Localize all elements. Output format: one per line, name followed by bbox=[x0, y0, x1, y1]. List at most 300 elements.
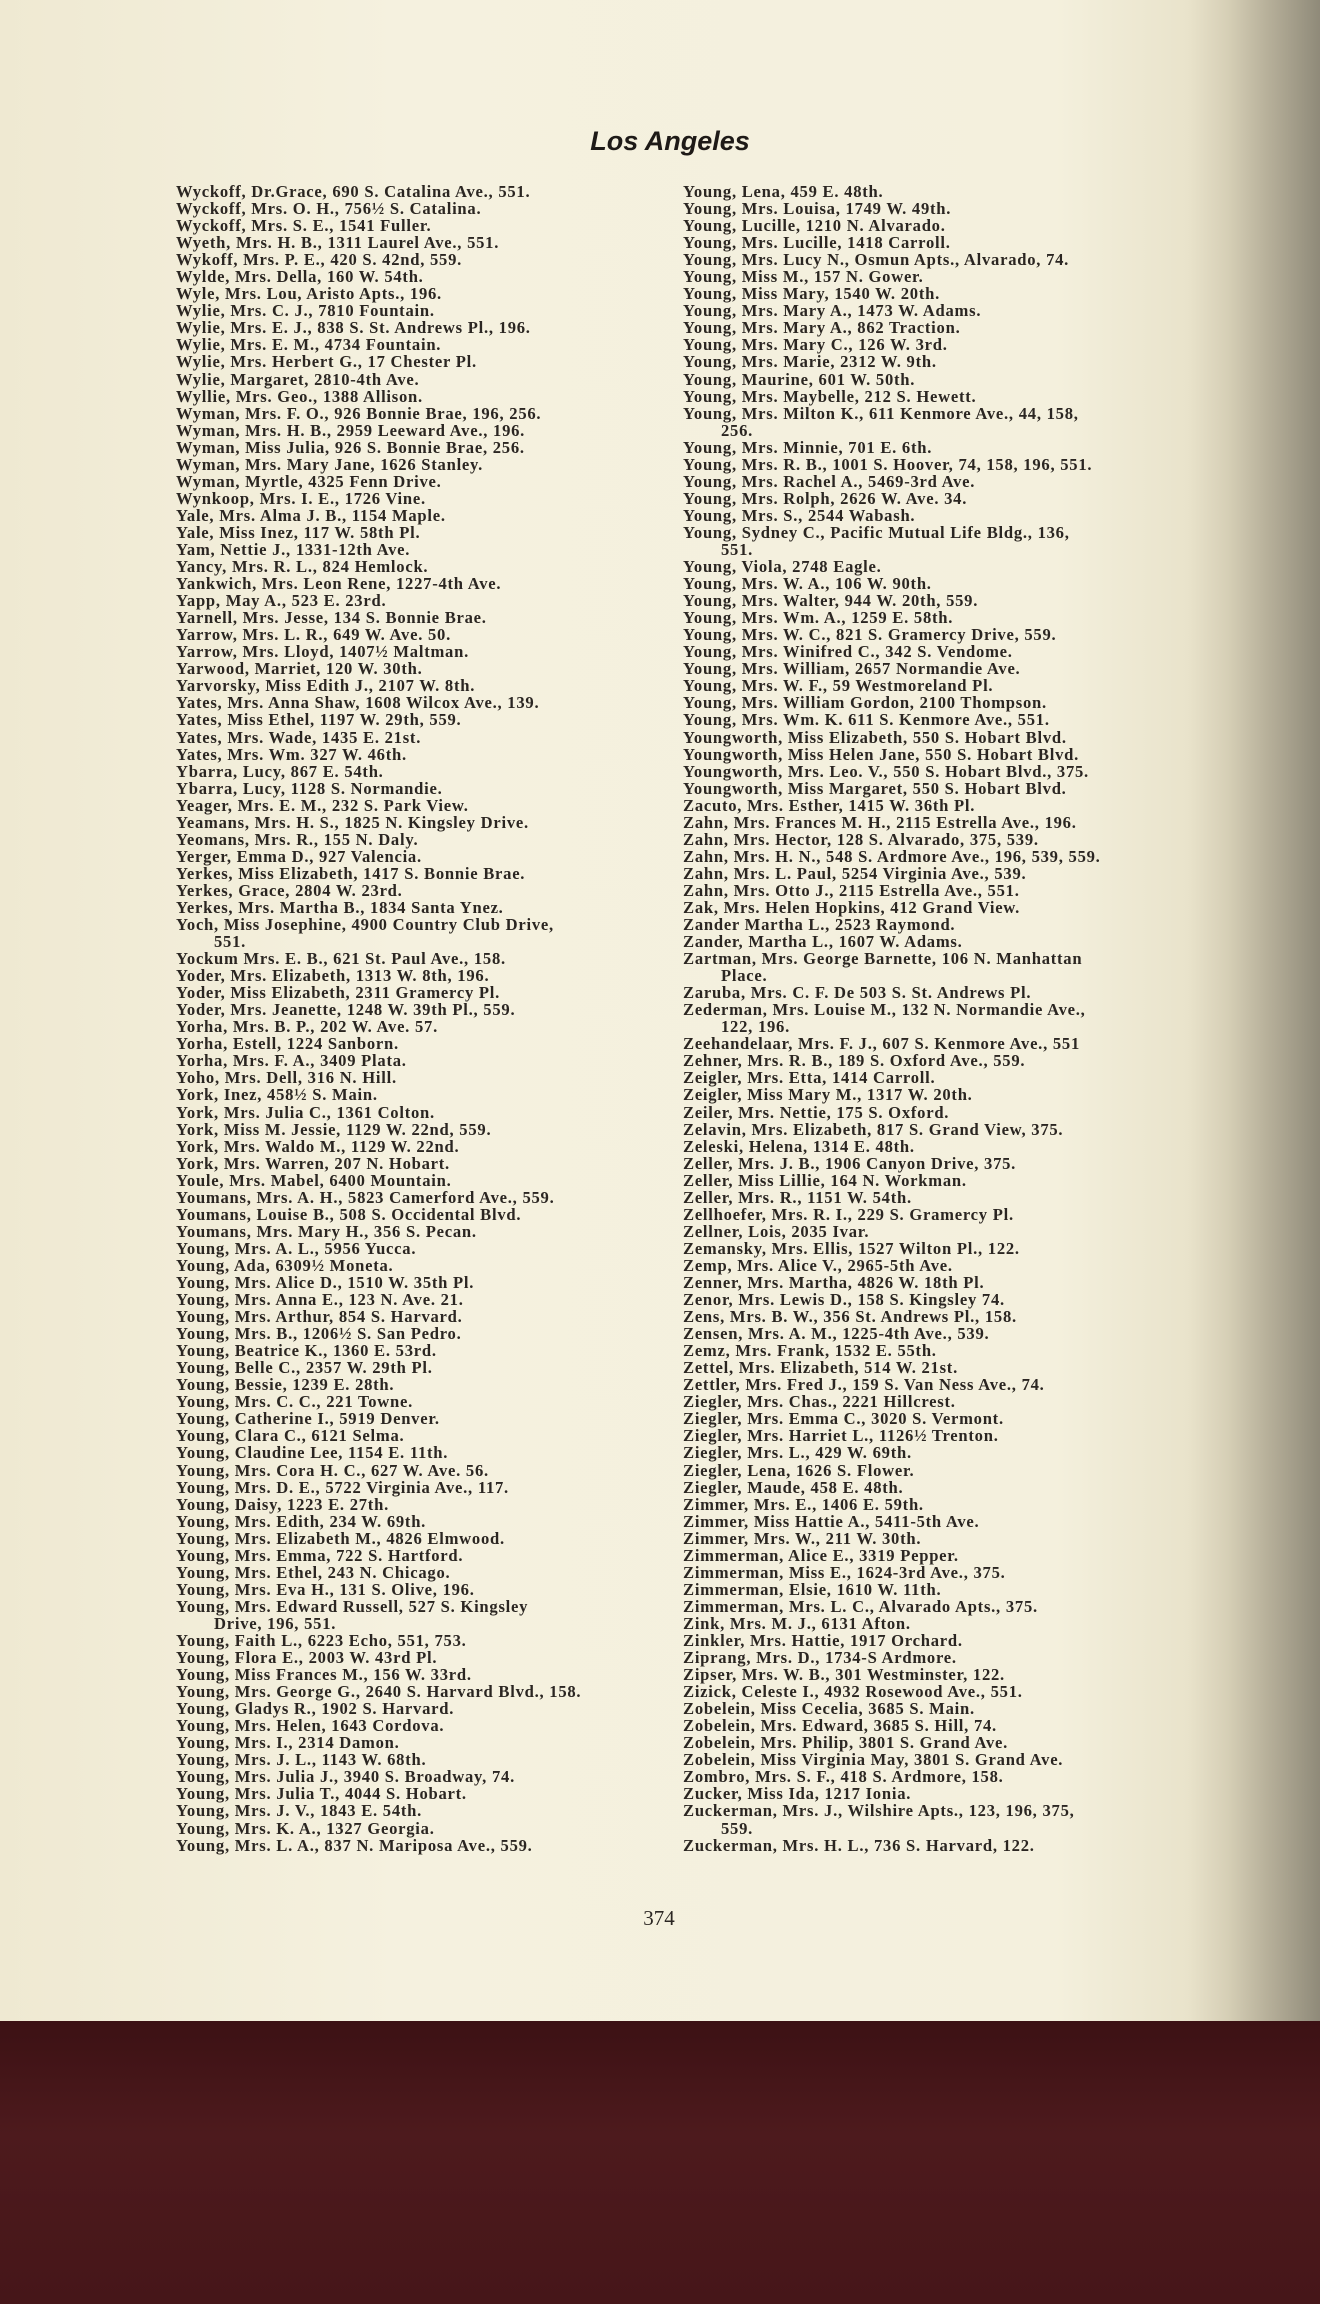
entry-line: Wyman, Mrs. H. B., 2959 Leeward Ave., 196. bbox=[176, 420, 526, 440]
entry-line: Zelavin, Mrs. Elizabeth, 817 S. Grand View, 375. bbox=[683, 1119, 1064, 1139]
entry-line: Zeller, Miss Lillie, 164 N. Workman. bbox=[683, 1170, 967, 1190]
entry-line: Zobelein, Mrs. Philip, 3801 S. Grand Ave. bbox=[683, 1733, 1009, 1753]
directory-entry bbox=[683, 780, 1243, 797]
directory-entry bbox=[176, 1035, 656, 1052]
directory-entry bbox=[683, 319, 1243, 336]
entry-line: Zizick, Celeste I., 4932 Rosewood Ave., 551. bbox=[683, 1682, 1023, 1702]
entry-line: Ybarra, Lucy, 1128 S. Normandie. bbox=[176, 778, 443, 798]
directory-entry bbox=[683, 473, 1243, 490]
entry-line: Zak, Mrs. Helen Hopkins, 412 Grand View. bbox=[683, 897, 1021, 917]
entry-line: Young, Catherine I., 5919 Denver. bbox=[176, 1409, 440, 1429]
directory-entry bbox=[176, 336, 656, 353]
right-column bbox=[683, 183, 1243, 1854]
entry-line: Zimmer, Mrs. E., 1406 E. 59th. bbox=[683, 1494, 924, 1514]
entry-line: Young, Mrs. Winifred C., 342 S. Vendome. bbox=[683, 642, 1013, 662]
entry-line: Yoder, Mrs. Jeanette, 1248 W. 39th Pl., 559. bbox=[176, 1000, 516, 1020]
entry-line: Young, Mrs. Lucille, 1418 Carroll. bbox=[683, 233, 951, 253]
directory-entry bbox=[683, 1291, 1243, 1308]
entry-line: Youle, Mrs. Mabel, 6400 Mountain. bbox=[176, 1170, 452, 1190]
directory-entry bbox=[176, 1223, 656, 1240]
left-column bbox=[176, 183, 656, 1854]
entry-line: Yates, Mrs. Wade, 1435 E. 21st. bbox=[176, 727, 422, 747]
entry-line: Young, Mrs. Alice D., 1510 W. 35th Pl. bbox=[176, 1273, 475, 1292]
entry-line: Young, Mrs. Elizabeth M., 4826 Elmwood. bbox=[176, 1528, 505, 1548]
entry-continuation-line: Drive, 196, 551. bbox=[214, 1613, 337, 1633]
entry-line: Zahn, Mrs. H. N., 548 S. Ardmore Ave., 196, 539, 559. bbox=[683, 846, 1101, 866]
entry-line: Zobelein, Mrs. Edward, 3685 S. Hill, 74. bbox=[683, 1716, 997, 1736]
directory-entry bbox=[683, 1547, 1243, 1564]
directory-entry bbox=[683, 729, 1243, 746]
directory-entry bbox=[683, 1496, 1243, 1513]
entry-line: Young, Mrs. Ethel, 243 N. Chicago. bbox=[176, 1562, 451, 1582]
entry-line: Wyman, Myrtle, 4325 Fenn Drive. bbox=[176, 471, 442, 491]
entry-line: Wyman, Miss Julia, 926 S. Bonnie Brae, 256. bbox=[176, 437, 525, 457]
directory-entry bbox=[176, 1257, 656, 1274]
directory-entry bbox=[683, 1104, 1243, 1121]
entry-line: Young, Mrs. Milton K., 611 Kenmore Ave., 44, 158, bbox=[683, 403, 1079, 423]
directory-entry bbox=[176, 251, 656, 268]
directory-entry bbox=[683, 746, 1243, 763]
entry-line: Wylie, Mrs. C. J., 7810 Fountain. bbox=[176, 301, 435, 321]
entry-line: Zeller, Mrs. J. B., 1906 Canyon Drive, 375. bbox=[683, 1153, 1017, 1173]
book-cover-background bbox=[0, 2021, 1320, 2304]
entry-line: Zahn, Mrs. L. Paul, 5254 Virginia Ave., 539. bbox=[683, 863, 1027, 883]
entry-line: York, Mrs. Warren, 207 N. Hobart. bbox=[176, 1153, 450, 1173]
entry-line: Zettler, Mrs. Fred J., 159 S. Van Ness Ave., 74. bbox=[683, 1375, 1045, 1395]
entry-line: Young, Mrs. Emma, 722 S. Hartford. bbox=[176, 1545, 464, 1565]
entry-line: Youngworth, Miss Helen Jane, 550 S. Hobart Blvd. bbox=[683, 744, 1080, 764]
directory-entry bbox=[683, 439, 1243, 456]
entry-line: Ziegler, Mrs. Chas., 2221 Hillcrest. bbox=[683, 1392, 956, 1412]
directory-entry bbox=[176, 848, 656, 865]
directory-entry bbox=[176, 1581, 656, 1598]
entry-line: Yeager, Mrs. E. M., 232 S. Park View. bbox=[176, 795, 469, 815]
directory-entry bbox=[176, 694, 656, 711]
directory-entry bbox=[683, 1734, 1243, 1751]
entry-line: Zimmerman, Elsie, 1610 W. 11th. bbox=[683, 1579, 942, 1599]
entry-line: Young, Mrs. Mary C., 126 W. 3rd. bbox=[683, 335, 948, 355]
directory-entry bbox=[176, 183, 656, 200]
entry-line: Yale, Miss Inez, 117 W. 58th Pl. bbox=[176, 522, 421, 542]
entry-line: Wylie, Mrs. E. M., 4734 Fountain. bbox=[176, 335, 442, 355]
entry-line: Young, Faith L., 6223 Echo, 551, 753. bbox=[176, 1630, 467, 1650]
entry-line: Zimmer, Mrs. W., 211 W. 30th. bbox=[683, 1528, 922, 1548]
directory-entry bbox=[176, 729, 656, 746]
directory-entry bbox=[176, 1427, 656, 1444]
directory-entry bbox=[176, 1308, 656, 1325]
entry-line: Yoder, Mrs. Elizabeth, 1313 W. 8th, 196. bbox=[176, 966, 490, 986]
directory-entry bbox=[683, 1376, 1243, 1393]
directory-entry bbox=[176, 677, 656, 694]
directory-entry bbox=[683, 1001, 1243, 1035]
directory-entry bbox=[176, 967, 656, 984]
directory-entry bbox=[683, 660, 1243, 677]
entry-line: Ybarra, Lucy, 867 E. 54th. bbox=[176, 761, 384, 781]
directory-entry bbox=[176, 507, 656, 524]
entry-line: Zobelein, Miss Cecelia, 3685 S. Main. bbox=[683, 1699, 975, 1719]
entry-line: Young, Miss Frances M., 156 W. 33rd. bbox=[176, 1665, 472, 1685]
directory-entry bbox=[683, 268, 1243, 285]
entry-line: Young, Mrs. Eva H., 131 S. Olive, 196. bbox=[176, 1579, 475, 1599]
entry-line: Young, Mrs. Louisa, 1749 W. 49th. bbox=[683, 199, 952, 219]
directory-entry bbox=[683, 609, 1243, 626]
entry-line: Youmans, Mrs. Mary H., 356 S. Pecan. bbox=[176, 1221, 477, 1241]
directory-entry bbox=[176, 984, 656, 1001]
entry-line: Yockum Mrs. E. B., 621 St. Paul Ave., 158. bbox=[176, 949, 506, 969]
directory-entry bbox=[176, 1513, 656, 1530]
directory-entry bbox=[683, 848, 1243, 865]
directory-entry bbox=[683, 1768, 1243, 1785]
directory-entry bbox=[176, 1632, 656, 1649]
directory-entry bbox=[176, 1410, 656, 1427]
entry-line: Zeigler, Mrs. Etta, 1414 Carroll. bbox=[683, 1068, 936, 1088]
entry-line: Young, Lena, 459 E. 48th. bbox=[683, 182, 884, 201]
directory-entry bbox=[176, 1700, 656, 1717]
directory-entry bbox=[683, 200, 1243, 217]
entry-line: Young, Mrs. J. L., 1143 W. 68th. bbox=[176, 1750, 427, 1770]
entry-line: Young, Clara C., 6121 Selma. bbox=[176, 1426, 405, 1446]
directory-entry bbox=[683, 1223, 1243, 1240]
entry-line: Young, Mrs. I., 2314 Damon. bbox=[176, 1733, 400, 1753]
directory-entry bbox=[683, 1837, 1243, 1854]
directory-entry bbox=[176, 1001, 656, 1018]
directory-entry bbox=[176, 763, 656, 780]
directory-entry bbox=[683, 1683, 1243, 1700]
directory-entry bbox=[176, 746, 656, 763]
entry-line: Young, Viola, 2748 Eagle. bbox=[683, 557, 882, 577]
entry-line: Young, Mrs. A. L., 5956 Yucca. bbox=[176, 1238, 417, 1258]
entry-line: Ziegler, Lena, 1626 S. Flower. bbox=[683, 1460, 915, 1480]
directory-entry bbox=[176, 797, 656, 814]
directory-entry bbox=[176, 626, 656, 643]
entry-continuation-line: 256. bbox=[721, 420, 754, 440]
directory-entry bbox=[683, 1615, 1243, 1632]
directory-entry bbox=[176, 882, 656, 899]
entry-line: Wylie, Mrs. Herbert G., 17 Chester Pl. bbox=[176, 352, 477, 372]
entry-line: Zellner, Lois, 2035 Ivar. bbox=[683, 1221, 870, 1241]
directory-entry bbox=[176, 1462, 656, 1479]
directory-entry bbox=[176, 1052, 656, 1069]
directory-entry bbox=[176, 1240, 656, 1257]
directory-entry bbox=[176, 1496, 656, 1513]
entry-line: Young, Mrs. Lucy N., Osmun Apts., Alvarado, 74. bbox=[683, 250, 1070, 270]
entry-line: Wyman, Mrs. Mary Jane, 1626 Stanley. bbox=[176, 454, 484, 474]
entry-line: Zobelein, Miss Virginia May, 3801 S. Grand Ave. bbox=[683, 1750, 1064, 1770]
entry-line: Zacuto, Mrs. Esther, 1415 W. 36th Pl. bbox=[683, 795, 976, 815]
directory-entry bbox=[683, 1700, 1243, 1717]
entry-line: Zemansky, Mrs. Ellis, 1527 Wilton Pl., 122. bbox=[683, 1238, 1020, 1258]
directory-entry bbox=[176, 285, 656, 302]
directory-entry bbox=[683, 1530, 1243, 1547]
entry-line: Yates, Miss Ethel, 1197 W. 29th, 559. bbox=[176, 710, 462, 730]
entry-line: Young, Mrs. Arthur, 854 S. Harvard. bbox=[176, 1307, 463, 1327]
directory-entry bbox=[683, 1035, 1243, 1052]
directory-entry bbox=[683, 1513, 1243, 1530]
directory-entry bbox=[176, 1189, 656, 1206]
directory-entry bbox=[176, 831, 656, 848]
entry-line: Zipser, Mrs. W. B., 301 Westminster, 122. bbox=[683, 1665, 1005, 1685]
entry-line: Young, Mrs. William Gordon, 2100 Thompson. bbox=[683, 693, 1047, 713]
entry-line: Zehner, Mrs. R. B., 189 S. Oxford Ave., 559. bbox=[683, 1051, 1026, 1071]
directory-entry bbox=[176, 1069, 656, 1086]
directory-entry bbox=[176, 268, 656, 285]
directory-entry bbox=[176, 439, 656, 456]
directory-entry bbox=[176, 1802, 656, 1819]
entry-line: Wylde, Mrs. Della, 160 W. 54th. bbox=[176, 267, 424, 287]
entry-line: Young, Mrs. W. C., 821 S. Gramercy Drive, 559. bbox=[683, 625, 1057, 645]
entry-line: Zemp, Mrs. Alice V., 2965-5th Ave. bbox=[683, 1255, 953, 1275]
entry-line: Young, Mrs. Rachel A., 5469-3rd Ave. bbox=[683, 471, 976, 491]
entry-line: Zink, Mrs. M. J., 6131 Afton. bbox=[683, 1613, 911, 1633]
directory-entry bbox=[176, 422, 656, 439]
directory-entry bbox=[683, 1069, 1243, 1086]
entry-line: Wykoff, Mrs. P. E., 420 S. 42nd, 559. bbox=[176, 250, 463, 270]
entry-line: York, Mrs. Waldo M., 1129 W. 22nd. bbox=[176, 1136, 460, 1156]
entry-line: Zellhoefer, Mrs. R. I., 229 S. Gramercy Pl. bbox=[683, 1204, 1014, 1224]
directory-entry bbox=[176, 1666, 656, 1683]
directory-entry bbox=[683, 1717, 1243, 1734]
directory-entry bbox=[176, 558, 656, 575]
entry-line: Youngworth, Miss Margaret, 550 S. Hobart Blvd. bbox=[683, 778, 1067, 798]
directory-entry bbox=[683, 1751, 1243, 1768]
entry-line: Wyckoff, Mrs. S. E., 1541 Fuller. bbox=[176, 216, 432, 236]
entry-line: Young, Mrs. Wm. A., 1259 E. 58th. bbox=[683, 608, 954, 628]
directory-entry bbox=[176, 1820, 656, 1837]
entry-line: Zahn, Mrs. Hector, 128 S. Alvarado, 375, 539. bbox=[683, 829, 1039, 849]
directory-entry bbox=[683, 1649, 1243, 1666]
entry-line: Zander, Martha L., 1607 W. Adams. bbox=[683, 932, 963, 952]
entry-line: Zinkler, Mrs. Hattie, 1917 Orchard. bbox=[683, 1630, 963, 1650]
entry-line: Young, Mrs. William, 2657 Normandie Ave. bbox=[683, 659, 1021, 679]
entry-line: Zeleski, Helena, 1314 E. 48th. bbox=[683, 1136, 915, 1156]
directory-entry bbox=[176, 524, 656, 541]
entry-line: Zensen, Mrs. A. M., 1225-4th Ave., 539. bbox=[683, 1324, 990, 1344]
directory-entry bbox=[176, 1444, 656, 1461]
directory-entry bbox=[683, 1257, 1243, 1274]
entry-line: Zahn, Mrs. Frances M. H., 2115 Estrella Ave., 196. bbox=[683, 812, 1077, 832]
directory-entry bbox=[176, 405, 656, 422]
directory-entry bbox=[683, 1240, 1243, 1257]
entry-line: Yates, Mrs. Wm. 327 W. 46th. bbox=[176, 744, 407, 764]
entry-line: Young, Mrs. B., 1206½ S. San Pedro. bbox=[176, 1324, 462, 1344]
directory-entry bbox=[176, 609, 656, 626]
entry-line: Yeomans, Mrs. R., 155 N. Daly. bbox=[176, 829, 419, 849]
entry-line: Young, Mrs. Maybelle, 212 S. Hewett. bbox=[683, 386, 977, 406]
directory-entry bbox=[683, 302, 1243, 319]
directory-entry bbox=[176, 302, 656, 319]
entry-line: Yam, Nettie J., 1331-12th Ave. bbox=[176, 539, 411, 559]
entry-line: Zuckerman, Mrs. H. L., 736 S. Harvard, 122. bbox=[683, 1835, 1035, 1855]
directory-entry bbox=[683, 763, 1243, 780]
entry-line: Youngworth, Mrs. Leo. V., 550 S. Hobart Blvd., 375. bbox=[683, 761, 1089, 781]
entry-line: Yoder, Miss Elizabeth, 2311 Gramercy Pl. bbox=[176, 983, 501, 1003]
entry-line: Young, Mrs. S., 2544 Wabash. bbox=[683, 505, 916, 525]
entry-line: Young, Mrs. Julia T., 4044 S. Hobart. bbox=[176, 1784, 467, 1804]
entry-line: Young, Miss M., 157 N. Gower. bbox=[683, 267, 924, 287]
directory-entry bbox=[683, 933, 1243, 950]
entry-line: Zimmer, Miss Hattie A., 5411-5th Ave. bbox=[683, 1511, 980, 1531]
entry-continuation-line: 551. bbox=[721, 539, 754, 559]
entry-line: Yorha, Mrs. F. A., 3409 Plata. bbox=[176, 1051, 407, 1071]
entry-line: Zettel, Mrs. Elizabeth, 514 W. 21st. bbox=[683, 1358, 958, 1378]
directory-entry bbox=[176, 1359, 656, 1376]
directory-entry bbox=[683, 1564, 1243, 1581]
directory-entry bbox=[176, 371, 656, 388]
directory-entry bbox=[176, 1291, 656, 1308]
directory-entry bbox=[176, 1598, 656, 1632]
directory-entry bbox=[176, 490, 656, 507]
directory-entry bbox=[683, 797, 1243, 814]
entry-line: Young, Gladys R., 1902 S. Harvard. bbox=[176, 1699, 455, 1719]
entry-line: Yerger, Emma D., 927 Valencia. bbox=[176, 846, 422, 866]
directory-entry bbox=[176, 1018, 656, 1035]
entry-line: Wylie, Mrs. E. J., 838 S. St. Andrews Pl., 196. bbox=[176, 318, 531, 338]
directory-entry bbox=[683, 524, 1243, 558]
directory-entry bbox=[176, 1683, 656, 1700]
directory-entry bbox=[176, 1564, 656, 1581]
entry-line: Ziegler, Mrs. Emma C., 3020 S. Vermont. bbox=[683, 1409, 1004, 1429]
entry-line: Zemz, Mrs. Frank, 1532 E. 55th. bbox=[683, 1341, 937, 1361]
directory-entry bbox=[683, 950, 1243, 984]
entry-line: Ziegler, Maude, 458 E. 48th. bbox=[683, 1477, 904, 1497]
entry-line: Yerkes, Miss Elizabeth, 1417 S. Bonnie Brae. bbox=[176, 863, 526, 883]
entry-line: Youmans, Louise B., 508 S. Occidental Blvd. bbox=[176, 1204, 522, 1224]
directory-entry bbox=[176, 200, 656, 217]
entry-line: Young, Mrs. D. E., 5722 Virginia Ave., 117. bbox=[176, 1477, 509, 1497]
directory-entry bbox=[683, 456, 1243, 473]
directory-entry bbox=[683, 1086, 1243, 1103]
directory-entry bbox=[683, 1427, 1243, 1444]
entry-line: Ziegler, Mrs. Harriet L., 1126½ Trenton. bbox=[683, 1426, 999, 1446]
directory-entry bbox=[176, 1086, 656, 1103]
directory-entry bbox=[683, 1598, 1243, 1615]
directory-entry bbox=[683, 1172, 1243, 1189]
directory-entry bbox=[176, 643, 656, 660]
directory-entry bbox=[683, 1189, 1243, 1206]
directory-entry bbox=[683, 916, 1243, 933]
directory-entry bbox=[176, 217, 656, 234]
entry-line: Zenner, Mrs. Martha, 4826 W. 18th Pl. bbox=[683, 1273, 985, 1292]
directory-entry bbox=[683, 592, 1243, 609]
entry-line: Young, Daisy, 1223 E. 27th. bbox=[176, 1494, 389, 1514]
entry-line: Wyeth, Mrs. H. B., 1311 Laurel Ave., 551. bbox=[176, 233, 500, 253]
entry-line: Yeamans, Mrs. H. S., 1825 N. Kingsley Drive. bbox=[176, 812, 529, 832]
directory-entry bbox=[176, 1837, 656, 1854]
entry-line: Young, Mrs. Marie, 2312 W. 9th. bbox=[683, 352, 937, 372]
directory-entry bbox=[683, 1052, 1243, 1069]
directory-entry bbox=[683, 490, 1243, 507]
directory-entry bbox=[683, 1274, 1243, 1291]
entry-line: Zaruba, Mrs. C. F. De 503 S. St. Andrews Pl. bbox=[683, 983, 1032, 1003]
directory-entry bbox=[683, 1206, 1243, 1223]
directory-entry bbox=[683, 1138, 1243, 1155]
directory-entry bbox=[683, 336, 1243, 353]
directory-entry bbox=[176, 865, 656, 882]
directory-entry bbox=[683, 251, 1243, 268]
directory-entry bbox=[683, 285, 1243, 302]
directory-entry bbox=[176, 1325, 656, 1342]
directory-entry bbox=[683, 1785, 1243, 1802]
entry-line: Zimmerman, Alice E., 3319 Pepper. bbox=[683, 1545, 959, 1565]
directory-entry bbox=[683, 234, 1243, 251]
entry-line: Yarrow, Mrs. Lloyd, 1407½ Maltman. bbox=[176, 642, 469, 662]
entry-line: Young, Mrs. L. A., 837 N. Mariposa Ave., 559. bbox=[176, 1835, 533, 1855]
entry-line: Young, Mrs. W. A., 106 W. 90th. bbox=[683, 574, 932, 594]
directory-entry bbox=[176, 1649, 656, 1666]
directory-entry bbox=[176, 1376, 656, 1393]
directory-entry bbox=[176, 950, 656, 967]
entry-line: Young, Mrs. W. F., 59 Westmoreland Pl. bbox=[683, 676, 994, 696]
directory-entry bbox=[683, 1632, 1243, 1649]
directory-entry bbox=[176, 814, 656, 831]
entry-line: Wyle, Mrs. Lou, Aristo Apts., 196. bbox=[176, 284, 442, 304]
entry-line: Zuckerman, Mrs. J., Wilshire Apts., 123, 196, 375, bbox=[683, 1801, 1075, 1821]
entry-line: Yarrow, Mrs. L. R., 649 W. Ave. 50. bbox=[176, 625, 451, 645]
entry-line: Young, Mrs. J. V., 1843 E. 54th. bbox=[176, 1801, 423, 1821]
entry-line: Youmans, Mrs. A. H., 5823 Camerford Ave., 559. bbox=[176, 1187, 555, 1207]
directory-entry bbox=[683, 183, 1243, 200]
entry-line: Young, Miss Mary, 1540 W. 20th. bbox=[683, 284, 940, 304]
entry-line: Young, Mrs. K. A., 1327 Georgia. bbox=[176, 1818, 435, 1838]
entry-line: Young, Mrs. Helen, 1643 Cordova. bbox=[176, 1716, 445, 1736]
directory-entry bbox=[176, 1479, 656, 1496]
directory-entry bbox=[176, 1751, 656, 1768]
entry-line: Zeiler, Mrs. Nettie, 175 S. Oxford. bbox=[683, 1102, 950, 1122]
entry-continuation-line: 551. bbox=[214, 932, 247, 952]
entry-line: Young, Maurine, 601 W. 50th. bbox=[683, 369, 916, 389]
directory-entry bbox=[176, 1393, 656, 1410]
entry-line: Young, Mrs. Wm. K. 611 S. Kenmore Ave., 551. bbox=[683, 710, 1050, 730]
entry-line: Zimmerman, Mrs. L. C., Alvarado Apts., 375. bbox=[683, 1596, 1038, 1616]
directory-entry bbox=[176, 899, 656, 916]
directory-entry bbox=[683, 217, 1243, 234]
entry-line: Zucker, Miss Ida, 1217 Ionia. bbox=[683, 1784, 912, 1804]
entry-line: Young, Mrs. Minnie, 701 E. 6th. bbox=[683, 437, 933, 457]
entry-line: Zahn, Mrs. Otto J., 2115 Estrella Ave., 551. bbox=[683, 880, 1020, 900]
entry-line: Young, Mrs. Mary A., 862 Traction. bbox=[683, 318, 961, 338]
directory-entry bbox=[683, 694, 1243, 711]
directory-entry bbox=[683, 643, 1243, 660]
directory-entry bbox=[176, 916, 656, 950]
directory-entry bbox=[176, 575, 656, 592]
entry-line: Yale, Mrs. Alma J. B., 1154 Maple. bbox=[176, 505, 446, 525]
entry-line: Young, Mrs. Anna E., 123 N. Ave. 21. bbox=[176, 1290, 464, 1310]
entry-line: Young, Bessie, 1239 E. 28th. bbox=[176, 1375, 395, 1395]
entry-line: York, Mrs. Julia C., 1361 Colton. bbox=[176, 1102, 435, 1122]
directory-entry bbox=[683, 1393, 1243, 1410]
entry-line: Young, Mrs. Walter, 944 W. 20th, 559. bbox=[683, 591, 979, 611]
directory-entry bbox=[176, 234, 656, 251]
directory-entry bbox=[176, 319, 656, 336]
entry-line: Young, Ada, 6309½ Moneta. bbox=[176, 1255, 394, 1275]
directory-entry bbox=[683, 984, 1243, 1001]
directory-entry bbox=[683, 1666, 1243, 1683]
directory-entry bbox=[683, 507, 1243, 524]
directory-entry bbox=[683, 814, 1243, 831]
directory-entry bbox=[683, 405, 1243, 439]
directory-entry bbox=[683, 558, 1243, 575]
directory-entry bbox=[176, 541, 656, 558]
entry-line: Ziegler, Mrs. L., 429 W. 69th. bbox=[683, 1443, 912, 1463]
entry-line: Zander Martha L., 2523 Raymond. bbox=[683, 915, 956, 935]
entry-line: Zeehandelaar, Mrs. F. J., 607 S. Kenmore Ave., 551 bbox=[683, 1034, 1081, 1054]
entry-line: Wyckoff, Mrs. O. H., 756½ S. Catalina. bbox=[176, 199, 482, 219]
directory-entry bbox=[176, 1104, 656, 1121]
directory-entry bbox=[176, 1530, 656, 1547]
directory-entry bbox=[683, 677, 1243, 694]
directory-entry bbox=[683, 1121, 1243, 1138]
entry-line: Zenor, Mrs. Lewis D., 158 S. Kingsley 74. bbox=[683, 1290, 1005, 1310]
